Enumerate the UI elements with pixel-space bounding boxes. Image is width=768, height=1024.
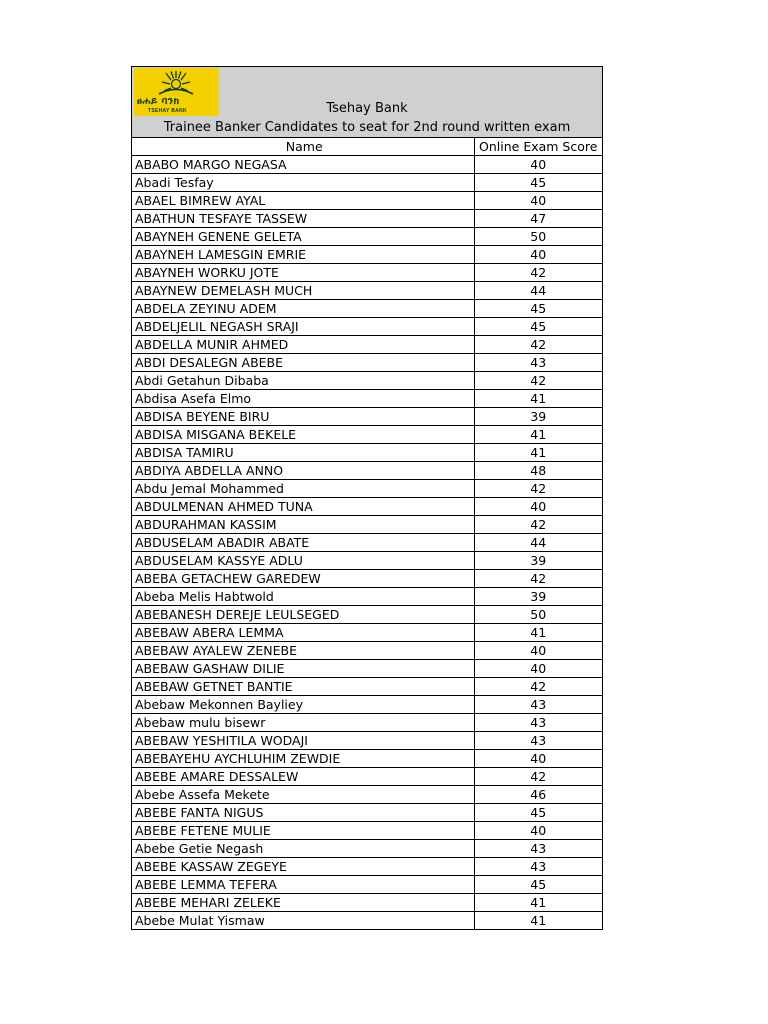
table-row — [132, 588, 602, 606]
candidate-name: Abebe Getie Negash — [132, 840, 474, 858]
candidate-name: ABEBAW GASHAW DILIE — [132, 660, 474, 678]
exam-score: 41 — [474, 390, 602, 408]
table-row — [132, 336, 602, 354]
candidate-name: ABDELLA MUNIR AHMED — [132, 336, 474, 354]
exam-score: 45 — [474, 174, 602, 192]
candidate-name: ABDELJELIL NEGASH SRAJI — [132, 318, 474, 336]
table-row — [132, 786, 602, 804]
candidate-name: ABDI DESALEGN ABEBE — [132, 354, 474, 372]
candidate-name: ABEBE FETENE MULIE — [132, 822, 474, 840]
logo-english-text: TSEHAY BANK — [148, 108, 187, 114]
exam-score: 42 — [474, 768, 602, 786]
sun-emblem-icon — [134, 68, 219, 98]
exam-score: 41 — [474, 912, 602, 930]
exam-score: 39 — [474, 408, 602, 426]
candidate-name: Abebe Assefa Mekete — [132, 786, 474, 804]
exam-score: 40 — [474, 660, 602, 678]
table-row — [132, 534, 602, 552]
table-row — [132, 714, 602, 732]
candidate-name: Abeba Melis Habtwold — [132, 588, 474, 606]
exam-score: 40 — [474, 156, 602, 174]
candidate-name: ABDELA ZEYINU ADEM — [132, 300, 474, 318]
exam-score: 40 — [474, 750, 602, 768]
table-body — [132, 156, 602, 930]
exam-score: 42 — [474, 480, 602, 498]
candidate-name: ABATHUN TESFAYE TASSEW — [132, 210, 474, 228]
candidate-name: ABDULMENAN AHMED TUNA — [132, 498, 474, 516]
exam-score: 43 — [474, 732, 602, 750]
candidate-name: ABDISA TAMIRU — [132, 444, 474, 462]
exam-score: 48 — [474, 462, 602, 480]
table-row — [132, 876, 602, 894]
candidate-name: ABDIYA ABDELLA ANNO — [132, 462, 474, 480]
table-row — [132, 444, 602, 462]
table-row — [132, 570, 602, 588]
table-row — [132, 264, 602, 282]
candidate-name: Abadi Tesfay — [132, 174, 474, 192]
exam-score: 45 — [474, 876, 602, 894]
exam-score: 44 — [474, 282, 602, 300]
table-row — [132, 210, 602, 228]
candidate-name: Abdu Jemal Mohammed — [132, 480, 474, 498]
exam-score: 47 — [474, 210, 602, 228]
candidate-name: ABEBAYEHU AYCHLUHIM ZEWDIE — [132, 750, 474, 768]
exam-score: 40 — [474, 192, 602, 210]
candidate-name: ABEBAW AYALEW ZENEBE — [132, 642, 474, 660]
exam-score: 39 — [474, 588, 602, 606]
exam-score: 43 — [474, 858, 602, 876]
exam-score: 42 — [474, 516, 602, 534]
candidate-name: Abebe Mulat Yismaw — [132, 912, 474, 930]
table-row — [132, 660, 602, 678]
exam-score: 45 — [474, 300, 602, 318]
table-row — [132, 354, 602, 372]
candidate-name: ABAYNEW DEMELASH MUCH — [132, 282, 474, 300]
exam-score: 50 — [474, 606, 602, 624]
table-row — [132, 462, 602, 480]
column-header-name: Name — [132, 138, 474, 156]
table-row — [132, 642, 602, 660]
exam-score: 40 — [474, 822, 602, 840]
candidate-name: ABEBAW YESHITILA WODAJI — [132, 732, 474, 750]
candidate-name: Abebaw mulu bisewr — [132, 714, 474, 732]
exam-score: 42 — [474, 372, 602, 390]
column-header-score: Online Exam Score — [474, 138, 602, 156]
table-row — [132, 156, 602, 174]
exam-score: 41 — [474, 624, 602, 642]
candidate-name: Abebaw Mekonnen Bayliey — [132, 696, 474, 714]
candidate-name: ABAYNEH LAMESGIN EMRIE — [132, 246, 474, 264]
table-row — [132, 912, 602, 930]
sheet-subtitle: Trainee Banker Candidates to seat for 2nd round written exam — [163, 120, 571, 135]
table-row — [132, 840, 602, 858]
candidate-name: ABAEL BIMREW AYAL — [132, 192, 474, 210]
table-header-row — [132, 138, 602, 156]
exam-score: 46 — [474, 786, 602, 804]
table-row — [132, 696, 602, 714]
candidate-name: ABEBE FANTA NIGUS — [132, 804, 474, 822]
candidate-name: ABDUSELAM KASSYE ADLU — [132, 552, 474, 570]
exam-score: 41 — [474, 894, 602, 912]
exam-score: 40 — [474, 642, 602, 660]
table-row — [132, 606, 602, 624]
table-row — [132, 480, 602, 498]
exam-score: 40 — [474, 498, 602, 516]
exam-score: 42 — [474, 264, 602, 282]
bank-name: Tsehay Bank — [326, 101, 408, 116]
candidate-name: ABEBAW ABERA LEMMA — [132, 624, 474, 642]
exam-score: 45 — [474, 804, 602, 822]
exam-score: 50 — [474, 228, 602, 246]
candidate-name: ABEBE KASSAW ZEGEYE — [132, 858, 474, 876]
candidate-name: ABDURAHMAN KASSIM — [132, 516, 474, 534]
exam-score: 40 — [474, 246, 602, 264]
exam-score: 42 — [474, 570, 602, 588]
candidate-name: ABEBE LEMMA TEFERA — [132, 876, 474, 894]
table-row — [132, 390, 602, 408]
table-row — [132, 732, 602, 750]
table-row — [132, 678, 602, 696]
candidate-name: ABDISA BEYENE BIRU — [132, 408, 474, 426]
table-row — [132, 624, 602, 642]
table-row — [132, 498, 602, 516]
sheet-header — [132, 67, 602, 137]
table-row — [132, 192, 602, 210]
table-row — [132, 174, 602, 192]
exam-score: 41 — [474, 444, 602, 462]
exam-score: 43 — [474, 714, 602, 732]
table-row — [132, 300, 602, 318]
candidate-name: ABEBE AMARE DESSALEW — [132, 768, 474, 786]
candidate-name: ABDUSELAM ABADIR ABATE — [132, 534, 474, 552]
candidate-name: ABEBANESH DEREJE LEULSEGED — [132, 606, 474, 624]
table-row — [132, 768, 602, 786]
exam-score: 43 — [474, 696, 602, 714]
table-row — [132, 426, 602, 444]
table-row — [132, 858, 602, 876]
candidate-table — [132, 137, 602, 929]
candidate-name: Abdi Getahun Dibaba — [132, 372, 474, 390]
exam-score: 43 — [474, 354, 602, 372]
exam-score: 44 — [474, 534, 602, 552]
exam-score: 42 — [474, 336, 602, 354]
table-row — [132, 894, 602, 912]
candidate-name: Abdisa Asefa Elmo — [132, 390, 474, 408]
table-row — [132, 246, 602, 264]
candidate-name: ABEBE MEHARI ZELEKE — [132, 894, 474, 912]
exam-score: 42 — [474, 678, 602, 696]
table-row — [132, 750, 602, 768]
table-row — [132, 804, 602, 822]
candidate-name: ABABO MARGO NEGASA — [132, 156, 474, 174]
table-row — [132, 228, 602, 246]
candidate-name: ABAYNEH GENENE GELETA — [132, 228, 474, 246]
exam-score: 43 — [474, 840, 602, 858]
table-row — [132, 822, 602, 840]
logo-amharic-text: ፀሐይ ባንክ — [137, 96, 180, 107]
table-row — [132, 552, 602, 570]
candidate-name: ABEBAW GETNET BANTIE — [132, 678, 474, 696]
table-row — [132, 372, 602, 390]
table-row — [132, 282, 602, 300]
table-row — [132, 318, 602, 336]
table-row — [132, 516, 602, 534]
exam-score: 39 — [474, 552, 602, 570]
candidate-name: ABAYNEH WORKU JOTE — [132, 264, 474, 282]
exam-score: 41 — [474, 426, 602, 444]
exam-score: 45 — [474, 318, 602, 336]
candidate-name: ABDISA MISGANA BEKELE — [132, 426, 474, 444]
table-row — [132, 408, 602, 426]
candidate-name: ABEBA GETACHEW GAREDEW — [132, 570, 474, 588]
candidate-sheet — [131, 66, 603, 930]
